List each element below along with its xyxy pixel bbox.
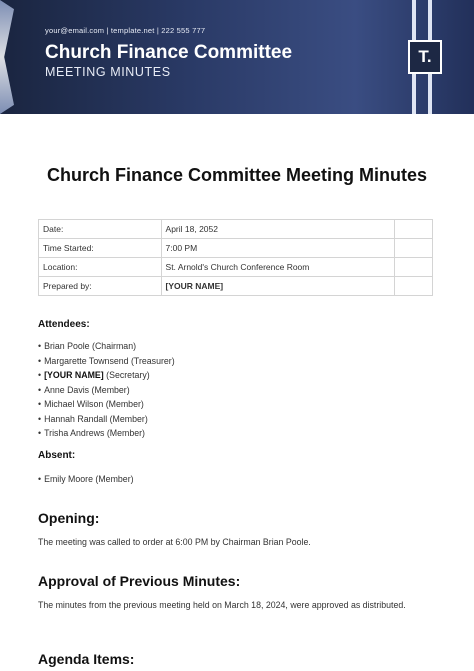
meeting-info-table (38, 219, 433, 296)
list-item (38, 383, 175, 398)
template-logo-icon (408, 40, 442, 74)
approval-text: The minutes from the previous meeting held on March 18, 2024, were approved as distributed. (38, 600, 406, 610)
list-item (38, 397, 175, 412)
info-label: Prepared by: (39, 277, 162, 296)
list-item (38, 339, 175, 354)
empty-cell (394, 277, 432, 296)
attendee-name: Anne Davis (44, 384, 90, 395)
list-item (38, 412, 175, 427)
list-item (38, 368, 175, 383)
attendee-role: (Member) (104, 428, 145, 438)
absentee-name: Emily Moore (44, 474, 93, 484)
attendee-role: (Member) (103, 399, 144, 409)
attendee-role: (Member) (89, 384, 130, 395)
header-banner (0, 0, 474, 114)
attendee-role: (Secretary) (103, 370, 150, 380)
list-item (38, 426, 175, 441)
attendee-role: (Member) (107, 413, 148, 424)
empty-cell (394, 220, 432, 239)
opening-heading: Opening: (38, 510, 100, 526)
attendee-role: (Chairman) (89, 341, 137, 351)
info-value: 7:00 PM (161, 239, 394, 258)
list-item (38, 354, 175, 369)
logo-letter: T. (418, 47, 432, 66)
attendee-name: Hannah Randall (44, 413, 108, 424)
absent-list (38, 472, 134, 487)
header-title: Church Finance Committee (45, 42, 293, 63)
empty-cell (394, 258, 432, 277)
attendee-name: Trisha Andrews (44, 428, 105, 438)
info-value: [YOUR NAME] (161, 277, 394, 296)
table-row (39, 239, 433, 258)
absentee-role: (Member) (92, 474, 134, 484)
attendee-role: (Treasurer) (128, 355, 175, 366)
contact-info: your@email.com | template.net | 222 555 777 (45, 26, 206, 35)
info-value: April 18, 2052 (161, 220, 394, 239)
info-value: St. Arnold's Church Conference Room (161, 258, 394, 277)
table-row (39, 220, 433, 239)
info-label: Date: (39, 220, 162, 239)
decorative-wedge (0, 0, 14, 114)
header-subtitle: MEETING MINUTES (45, 65, 171, 79)
attendee-name: Margarette Townsend (44, 355, 129, 366)
agenda-heading: Agenda Items: (38, 651, 135, 667)
approval-heading: Approval of Previous Minutes: (38, 573, 241, 589)
table-row (39, 277, 433, 296)
attendees-heading: Attendees: (38, 319, 90, 330)
attendee-name: Brian Poole (44, 341, 90, 351)
attendees-list (38, 339, 175, 441)
info-label: Time Started: (39, 239, 162, 258)
list-item (38, 472, 134, 487)
opening-text: The meeting was called to order at 6:00 PM by Chairman Brian Poole. (38, 537, 311, 547)
document-title: Church Finance Committee Meeting Minutes (46, 165, 428, 185)
table-row (39, 258, 433, 277)
empty-cell (394, 239, 432, 258)
absent-heading: Absent: (38, 450, 76, 461)
attendee-name: [YOUR NAME] (44, 370, 104, 380)
attendee-name: Michael Wilson (44, 399, 104, 409)
info-label: Location: (39, 258, 162, 277)
